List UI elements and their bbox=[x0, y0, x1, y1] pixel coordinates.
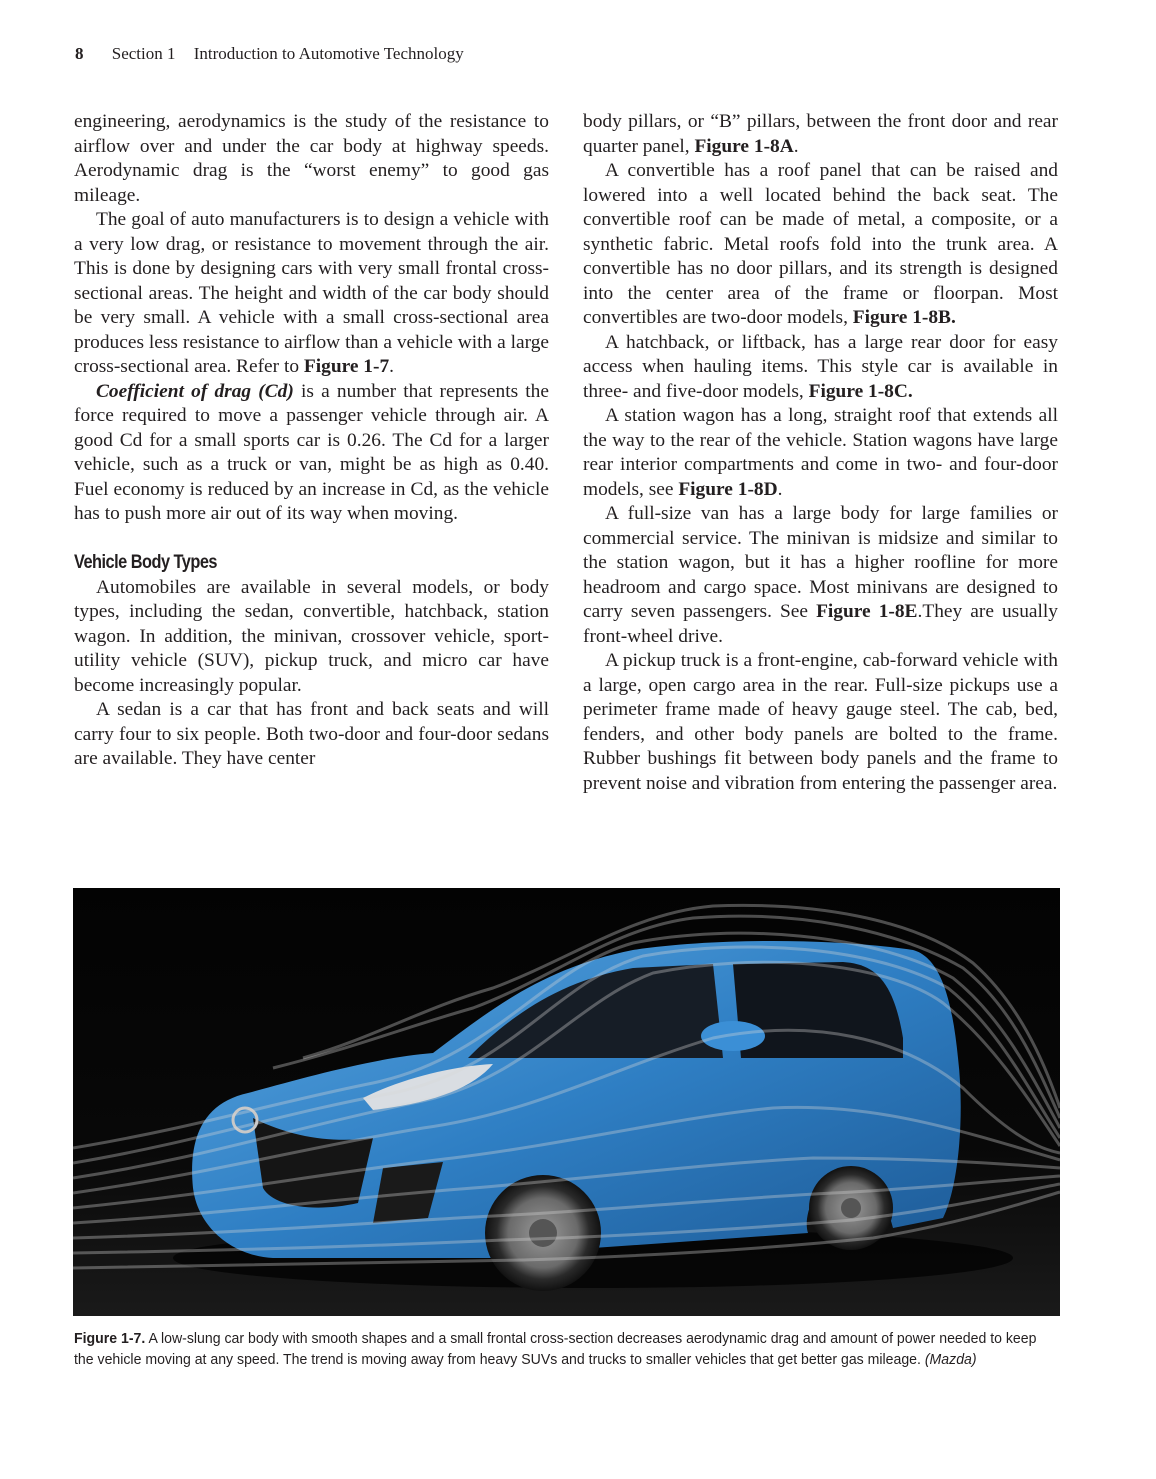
caption-text: A low-slung car body with smooth shapes and a small frontal cross-section decreases aerodynamic drag and amount of power needed to keep the vehicle moving at any speed. The trend is moving away from heavy SUVs and trucks to smaller vehicles that get better gas mileage. bbox=[74, 1330, 1037, 1368]
right-column bbox=[583, 110, 1058, 796]
paragraph: A hatchback, or liftback, has a large rear door for easy access when hauling items. This style car is available in three- and five-door models, Figure 1-8C. bbox=[583, 331, 1058, 402]
figure-reference: Figure 1-8B. bbox=[852, 307, 956, 328]
paragraph: The goal of auto manufacturers is to design a vehicle with a very low drag, or resistance to movement through the air. This is done by designing cars with very small frontal cross-sectional areas. The height and width of the car body should be very small. A vehicle with a small cross-sectional area produces less resistance to airflow than a vehicle with a large cross-sectional area. Refer to Figure 1-7. bbox=[74, 209, 549, 377]
image-credit: (Mazda) bbox=[924, 1350, 977, 1368]
paragraph: body pillars, or “B” pillars, between the front door and rear quarter panel, Figure 1-8A. bbox=[583, 111, 1058, 157]
figure-reference: Figure 1-8D bbox=[678, 478, 778, 500]
figure-caption bbox=[74, 1329, 1059, 1370]
paragraph: Coefficient of drag (Cd) is a number that represents the force required to move a passenger vehicle through air. A good Cd for a small sports car is 0.26. The Cd for a larger vehicle, such as a truck or van, might be as high as 0.40. Fuel economy is reduced by an increase in Cd, as the vehicle has to push more air out of its way when moving. bbox=[74, 380, 549, 524]
figure-label: Figure 1-7. bbox=[74, 1330, 146, 1347]
figure-reference: Figure 1-8A bbox=[694, 135, 794, 157]
chapter-title: Introduction to Automotive Technology bbox=[193, 44, 464, 63]
left-column bbox=[74, 110, 549, 772]
paragraph: A full-size van has a large body for large families or commercial service. The minivan is midsize and similar to the station wagon, but it has a higher roofline for more headroom and cargo space. Most minivans are designed to carry seven passengers. See Figure 1-8E.They are usually front-wheel drive. bbox=[583, 503, 1058, 647]
paragraph: A station wagon has a long, straight roof that extends all the way to the rear of the vehicle. Station wagons have large rear interior compartments and come in two- and four-door models, see Figure 1-8D. bbox=[583, 405, 1058, 500]
page-number: 8 bbox=[75, 44, 84, 63]
running-header bbox=[75, 44, 464, 64]
figure-reference: Figure 1-8E bbox=[816, 601, 918, 622]
paragraph: A pickup truck is a front-engine, cab-forward vehicle with a large, open cargo area in the rear. Full-size pickups use a perimeter frame made of heavy gauge steel. The cab, bed, fenders, and other body panels are bolted to the frame. Rubber bushings fit between body panels and the frame to prevent noise and vibration from entering the passenger area. bbox=[583, 650, 1058, 794]
section-heading: Vehicle Body Types bbox=[74, 551, 217, 573]
figure-image-car-airflow bbox=[73, 888, 1060, 1316]
paragraph: A sedan is a car that has front and back seats and will carry four to six people. Both two-door and four-door sedans are available. They have center bbox=[74, 699, 549, 769]
paragraph: engineering, aerodynamics is the study of the resistance to airflow over and under the car body at highway speeds. Aerodynamic drag is the “worst enemy” to good gas mileage. bbox=[74, 111, 549, 206]
figure-reference: Figure 1-8C. bbox=[808, 380, 913, 402]
paragraph: A convertible has a roof panel that can be raised and lowered into a well located behind the back seat. The convertible roof can be made of metal, a composite, or a synthetic fabric. Metal roofs fold into the trunk area. A convertible has no door pillars, and its strength is designed into the center area of the frame or floorpan. Most convertibles are two-door models, Figure 1-8B. bbox=[583, 160, 1058, 328]
figure-reference: Figure 1-7 bbox=[303, 356, 390, 377]
section-label: Section 1 bbox=[111, 44, 176, 63]
key-term: Coefficient of drag (Cd) bbox=[96, 380, 294, 402]
car-illustration bbox=[73, 888, 1060, 1316]
paragraph: Automobiles are available in several models, or body types, including the sedan, convertible, hatchback, station wagon. In addition, the minivan, crossover vehicle, sport-utility vehicle (SUV), pickup truck, and micro car have become increasingly popular. bbox=[74, 576, 549, 696]
